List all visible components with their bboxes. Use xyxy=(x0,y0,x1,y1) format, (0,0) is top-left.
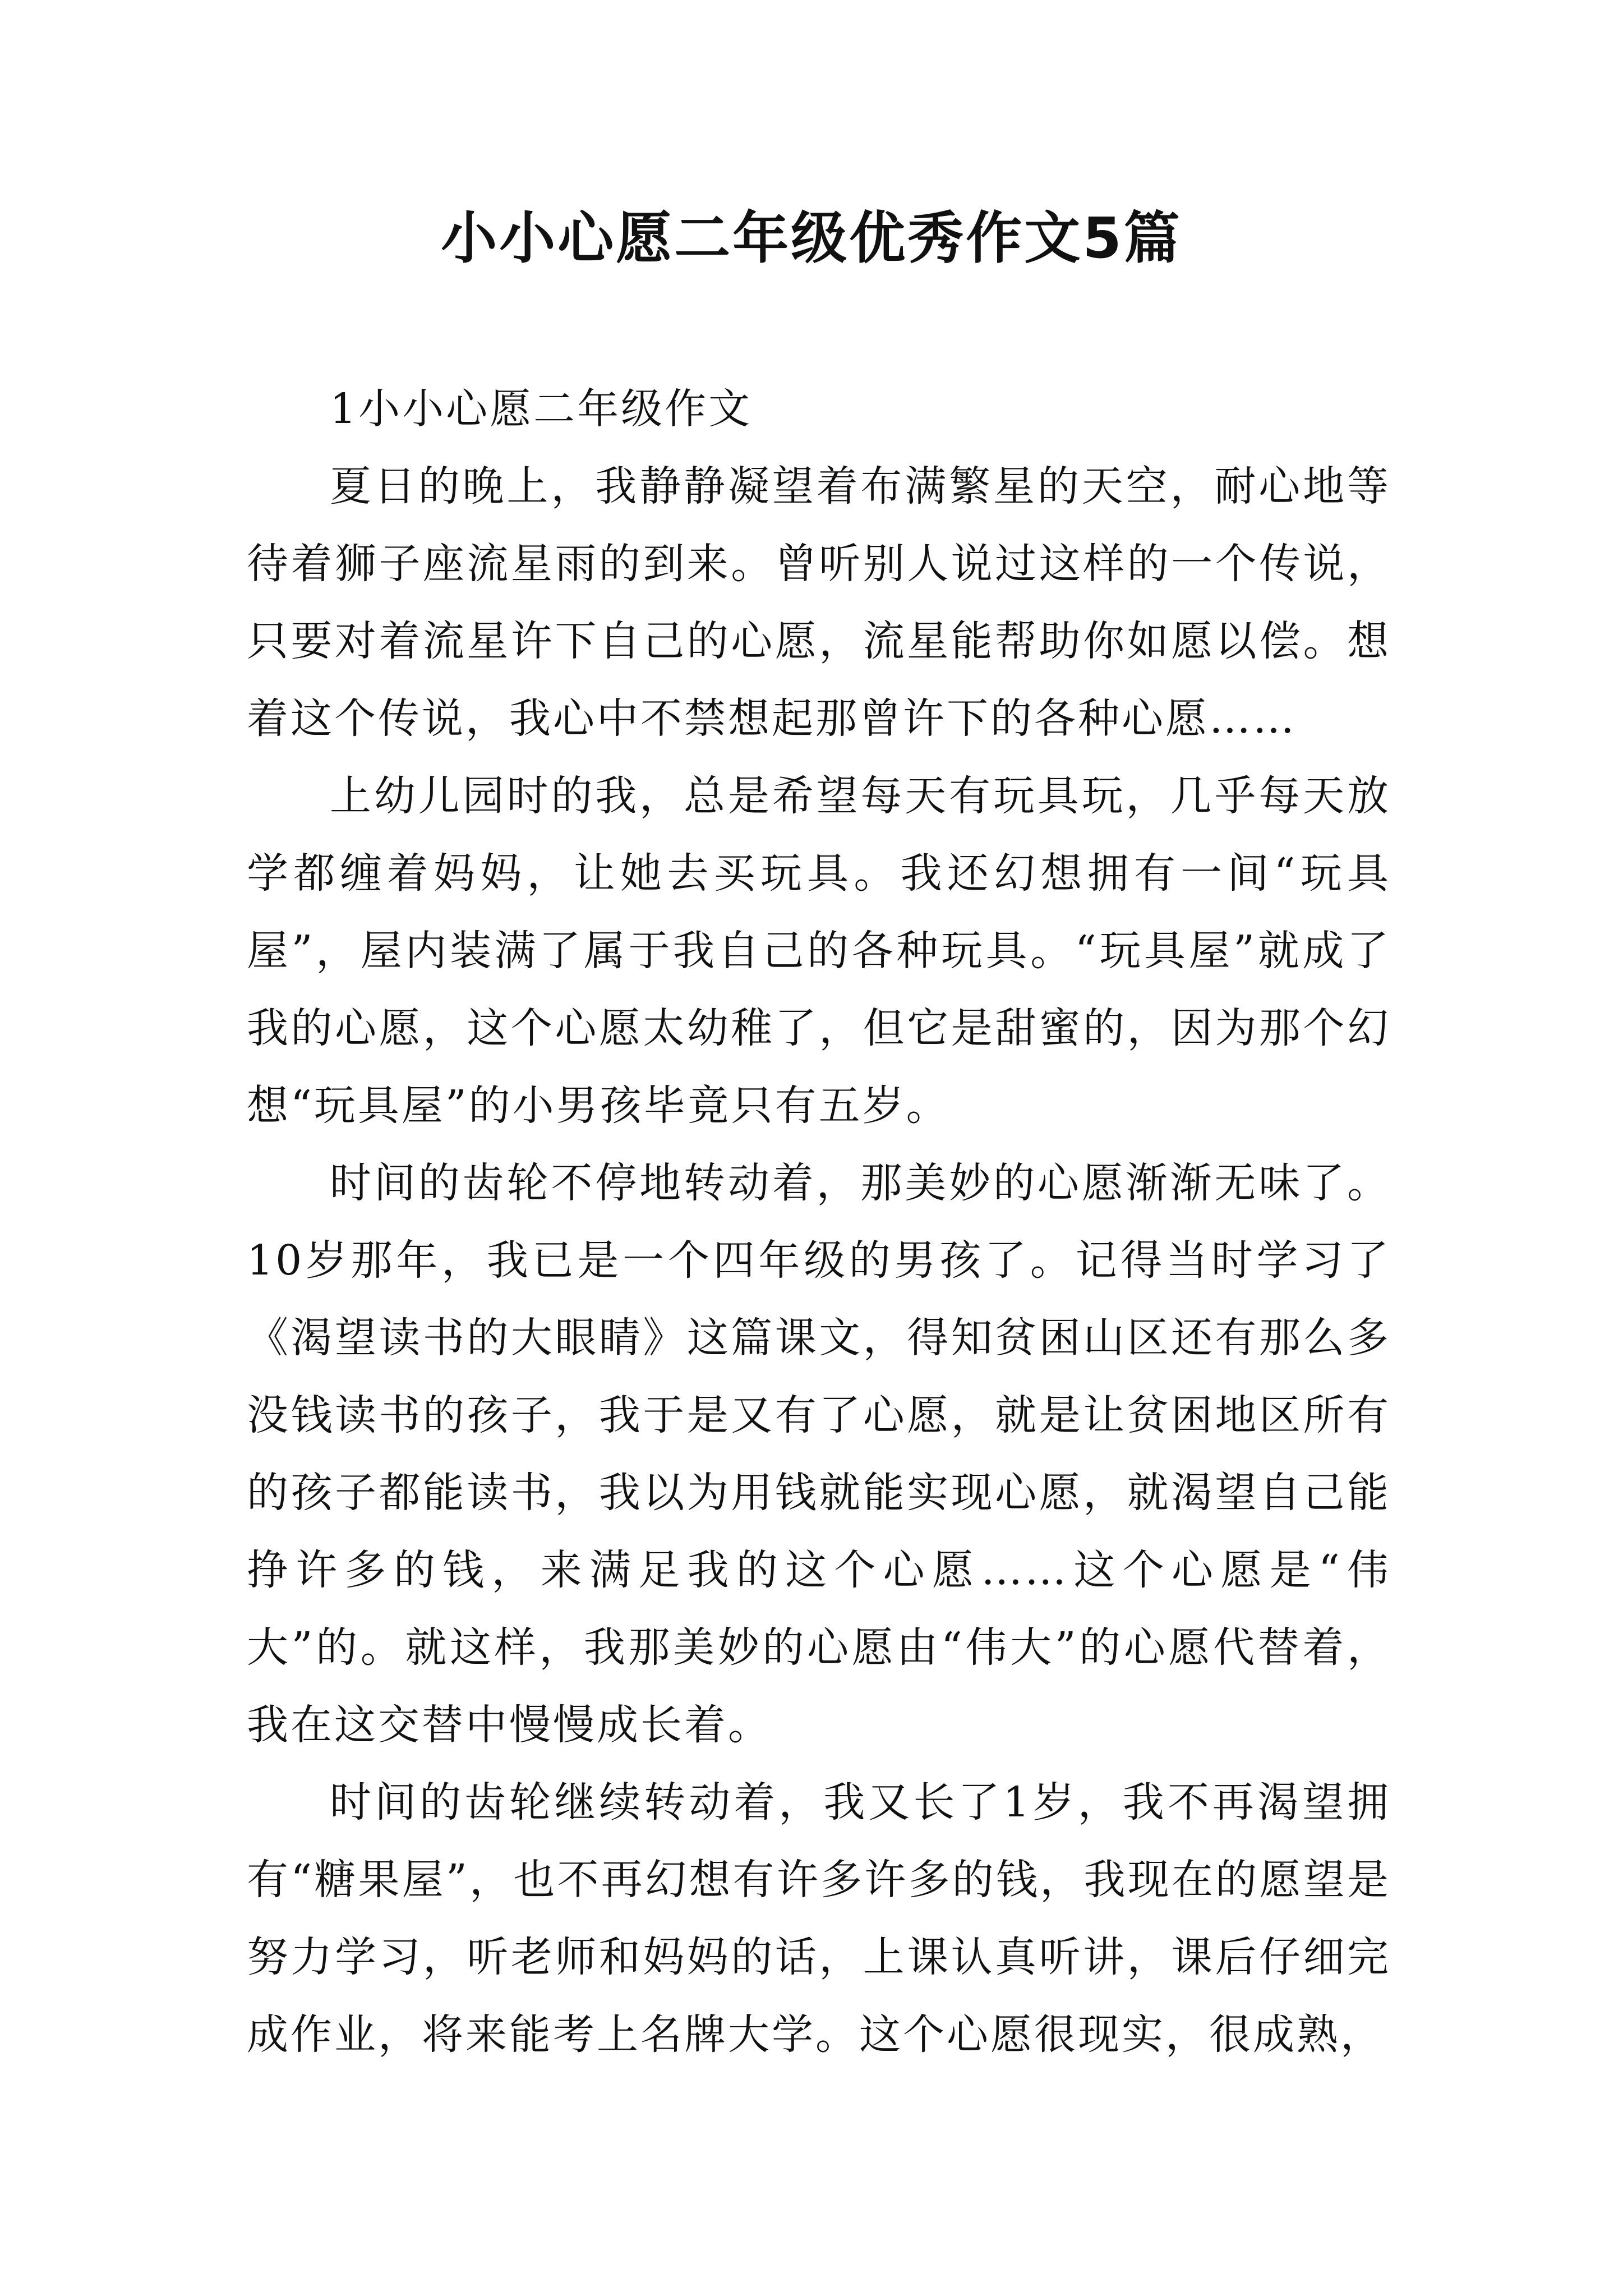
paragraph-3: 时间的齿轮不停地转动着，那美妙的心愿渐渐无味了。10岁那年，我已是一个四年级的男孩了。记得当时学习了《渴望读书的大眼睛》这篇课文，得知贫困山区还有那么多没钱读书的孩子，我于是又有了心愿，就是让贫困地区所有的孩子都能读书，我以为用钱就能实现心愿，就渴望自己能挣许多的钱，来满足我的这个心愿……这个心愿是“伟大”的。就这样，我那美妙的心愿由“伟大”的心愿代替着，我在这交替中慢慢成长着。 xyxy=(247,1159,1391,1749)
paragraph-4: 时间的齿轮继续转动着，我又长了1岁，我不再渴望拥有“糖果屋”，也不再幻想有许多许多的钱，我现在的愿望是努力学习，听老师和妈妈的话，上课认真听讲，课后仔细完成作业，将来能考上名牌大学。这个心愿很现实，很成熟， xyxy=(247,1778,1391,2059)
paragraph-1: 夏日的晚上，我静静凝望着布满繁星的天空，耐心地等待着狮子座流星雨的到来。曾听别人说过这样的一个传说，只要对着流星许下自己的心愿，流星能帮助你如愿以偿。想着这个传说，我心中不禁想起那曾许下的各种心愿…… xyxy=(247,462,1391,743)
document-body xyxy=(247,370,1391,2073)
document-title: 小小心愿二年级优秀作文5篇 xyxy=(441,205,1182,271)
paragraph-2: 上幼儿园时的我，总是希望每天有玩具玩，几乎每天放学都缠着妈妈，让她去买玩具。我还幻想拥有一间“玩具屋”，屋内装满了属于我自己的各种玩具。“玩具屋”就成了我的心愿，这个心愿太幼稚了，但它是甜蜜的，因为那个幻想“玩具屋”的小男孩毕竟只有五岁。 xyxy=(247,772,1391,1130)
section-heading: 1小小心愿二年级作文 xyxy=(330,385,753,433)
